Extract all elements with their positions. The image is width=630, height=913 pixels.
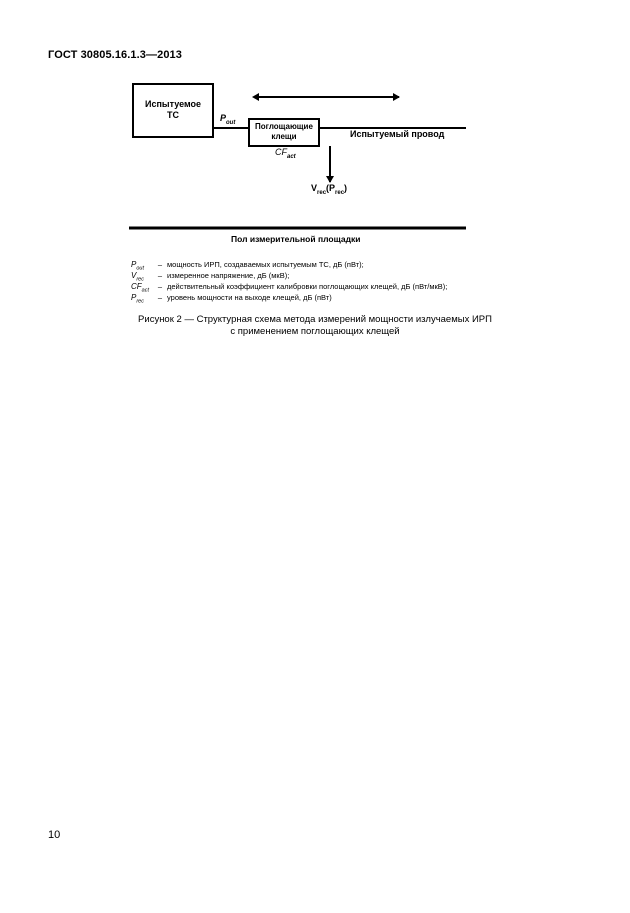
clamp-label-line2: клещи: [271, 132, 297, 141]
legend-row: [131, 259, 447, 270]
legend-text: мощность ИРП, создаваемых испытуемым ТС, дБ (пВт);: [167, 260, 364, 269]
cf-sub: act: [287, 153, 296, 160]
v-sub: rec: [317, 189, 327, 196]
clamp-label-line1: Поглощающие: [255, 122, 313, 131]
v-paren-close: ): [344, 183, 348, 193]
document-header: ГОСТ 30805.16.1.3—2013: [48, 49, 182, 61]
v-rec-label: [311, 183, 348, 196]
eut-label-line2: ТС: [167, 110, 179, 120]
legend-symbol: [131, 281, 153, 292]
legend-sym-main: V: [131, 271, 137, 280]
legend-row: [131, 292, 447, 303]
legend-sym-main: CF: [131, 282, 142, 291]
clamp-box-label: [249, 122, 319, 142]
legend-sym-sub: rec: [136, 298, 144, 305]
cf-act-label: [275, 147, 296, 160]
legend-separator: –: [157, 271, 163, 280]
wire-label: Испытуемый провод: [350, 129, 445, 139]
legend-symbol: [131, 259, 153, 270]
legend: [131, 259, 447, 303]
measurement-diagram: [0, 0, 630, 260]
caption-line1: Рисунок 2 — Структурная схема метода измерений мощности излучаемых ИРП: [138, 314, 492, 325]
legend-sym-sub: act: [141, 287, 150, 294]
legend-sym-main: P: [131, 260, 137, 269]
v-paren-sub: rec: [335, 189, 345, 196]
legend-row: [131, 281, 447, 292]
p-out-main: P: [220, 113, 227, 123]
eut-box-label: [133, 99, 213, 121]
legend-text: действительный коэффициент калибровки поглощающих клещей, дБ (пВт/мкВ);: [167, 282, 448, 291]
page-number: 10: [48, 829, 61, 841]
eut-label-line1: Испытуемое: [144, 99, 202, 109]
legend-symbol: [131, 270, 153, 281]
legend-row: [131, 270, 447, 281]
v-paren-main: (P: [326, 183, 336, 193]
p-out-label: [220, 113, 236, 126]
legend-separator: –: [157, 260, 163, 269]
legend-text: уровень мощности на выходе клещей, дБ (пВт): [167, 293, 332, 302]
figure-caption: [120, 314, 510, 338]
v-main: V: [311, 183, 318, 193]
legend-separator: –: [157, 293, 163, 302]
legend-separator: –: [157, 282, 163, 291]
legend-sym-sub: out: [136, 265, 144, 272]
legend-sym-sub: rec: [136, 276, 144, 283]
legend-sym-main: P: [131, 293, 137, 302]
p-out-sub: out: [226, 119, 236, 126]
caption-line2: с применением поглощающих клещей: [230, 326, 400, 337]
legend-text: измеренное напряжение, дБ (мкВ);: [167, 271, 290, 280]
floor-label: Пол измерительной площадки: [231, 234, 361, 244]
legend-symbol: [131, 292, 153, 303]
cf-main: CF: [275, 147, 287, 157]
